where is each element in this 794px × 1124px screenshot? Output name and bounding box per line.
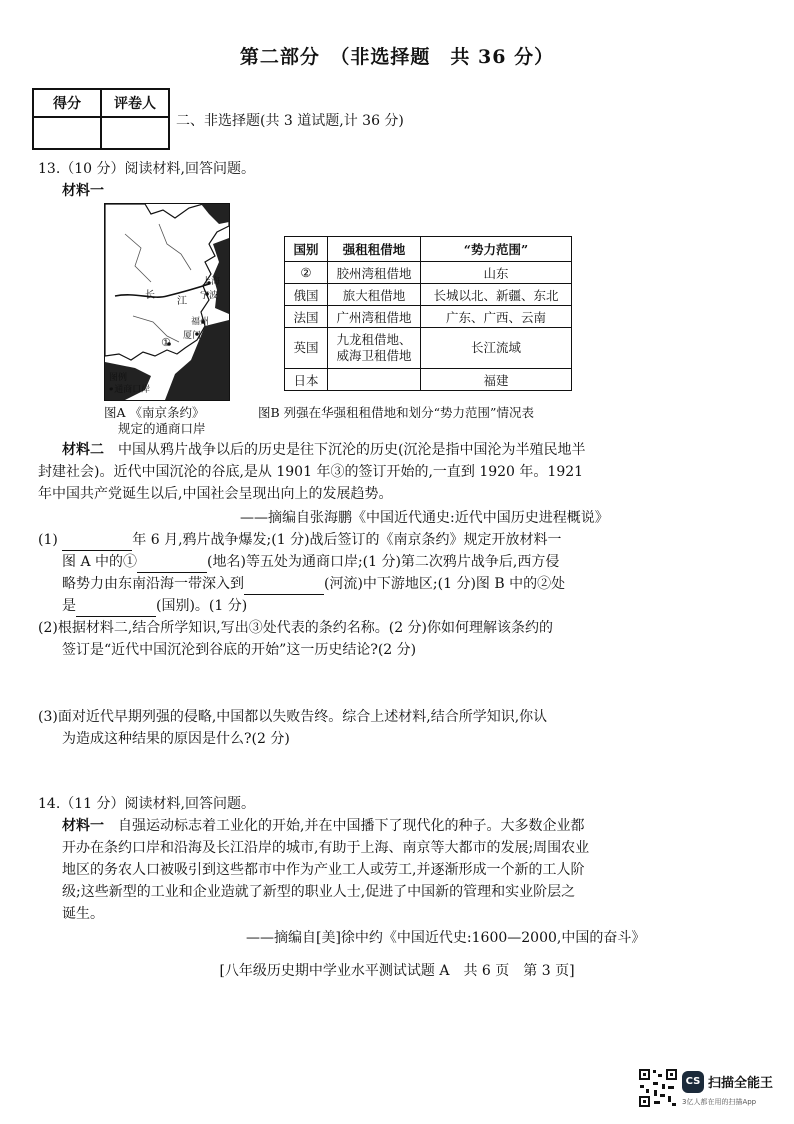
grader-header: 评卷人 — [101, 89, 169, 117]
table-cell: 日本 — [285, 369, 328, 391]
score-cell[interactable] — [33, 117, 101, 149]
q14-material1-line4: 级;这些新型的工业和企业造就了新型的职业人士,促进了中国新的管理和实业阶层之 — [62, 884, 576, 900]
map-label-jiang: 江 — [177, 296, 187, 307]
q13-sub1-line4 — [62, 595, 247, 617]
q14-material1-label: 材料一 — [62, 818, 104, 834]
fig-a-caption-1: 图A 《南京条约》 — [104, 405, 205, 420]
table-cell: 广东、广西、云南 — [421, 306, 572, 328]
q13-material2-line3: 年中国共产党诞生以后,中国社会呈现出向上的发展趋势。 — [38, 486, 393, 502]
camscanner-logo-icon: CS — [682, 1071, 704, 1093]
q13-sub1-text-3a: 略势力由东南沿海一带深入到 — [62, 576, 244, 592]
q13-sub1-text-4b: (国别)。(1 分) — [156, 598, 248, 614]
page-footer: [八年级历史期中学业水平测试试题 A 共 6 页 第 3 页] — [219, 963, 575, 979]
map-label-chang: 长 — [145, 290, 155, 301]
table-cell: 九龙租借地、 威海卫租借地 — [328, 328, 421, 369]
q13-material2-line1 — [62, 439, 585, 461]
table-cell: 胶州湾租借地 — [328, 262, 421, 284]
q13-sub2-line1: (2)根据材料二,结合所学知识,写出③处代表的条约名称。(2 分)你如何理解该条约的 — [38, 620, 554, 636]
nanjing-treaty-map — [104, 203, 230, 401]
q13-sub1-line3 — [62, 573, 565, 595]
map-label-circle-1: ① — [161, 336, 171, 349]
fig-a-caption-2: 规定的通商口岸 — [118, 421, 206, 436]
part-label: 二、非选择题(共 3 道试题,计 36 分) — [176, 113, 404, 129]
q13-sub1-text-2b: (地名)等五处为通商口岸;(1 分)第二次鸦片战争后,西方侵 — [207, 554, 560, 570]
answer-blank-place[interactable] — [137, 556, 207, 573]
table-row — [285, 328, 572, 369]
table-row — [285, 306, 572, 328]
table-cell: 法国 — [285, 306, 328, 328]
map-label-shanghai: 上海 — [202, 277, 221, 287]
table-cell: 俄国 — [285, 284, 328, 306]
q14-material1-line3: 地区的务农人口被吸引到这些都市中作为产业工人或劳工,并逐渐形成一个新的工人阶 — [62, 862, 585, 878]
q14-material1-line2: 开办在条约口岸和沿海及长江沿岸的城市,有助于上海、南京等大都市的发展;周围农业 — [62, 840, 590, 856]
q13-sub1-text-4a: 是 — [62, 598, 76, 614]
score-header: 得分 — [33, 89, 101, 117]
table-row — [285, 369, 572, 391]
table-cell: 长江流域 — [421, 328, 572, 369]
table-cell: 长城以北、新疆、东北 — [421, 284, 572, 306]
q13-sub1-text-3b: (河流)中下游地区;(1 分)图 B 中的②处 — [324, 576, 566, 592]
map-legend-title: 图例 — [109, 373, 128, 383]
q14-material1-line1 — [62, 815, 584, 837]
q14-text-1: 自强运动标志着工业化的开始,并在中国播下了现代化的种子。大多数企业都 — [104, 818, 585, 834]
grader-cell[interactable] — [101, 117, 169, 149]
q13-heading: 13.（10 分）阅读材料,回答问题。 — [38, 161, 255, 177]
th-sphere: “势力范围” — [421, 237, 572, 262]
map-legend-port: •通商口岸 — [109, 385, 151, 395]
map-label-xiamen: 厦门 — [183, 331, 202, 341]
q13-sub1-line2 — [62, 551, 559, 573]
table-cell: ② — [285, 262, 328, 284]
answer-blank-river[interactable] — [244, 578, 324, 595]
q13-sub1-text-2a: 图 A 中的① — [62, 554, 138, 570]
table-cell — [328, 369, 421, 391]
th-leased: 强租租借地 — [328, 237, 421, 262]
q13-sub1-text-1: 年 6 月,鸦片战争爆发;(1 分)战后签订的《南京条约》规定开放材料一 — [132, 532, 562, 548]
score-table — [32, 88, 170, 150]
table-cell: 福建 — [421, 369, 572, 391]
q14-source: ——摘编自[美]徐中约《中国近代史:1600—2000,中国的奋斗》 — [246, 930, 646, 946]
q13-sub3-line1: (3)面对近代早期列强的侵略,中国都以失败告终。综合上述材料,结合所学知识,你认 — [38, 709, 548, 725]
map-label-ningbo: 宁波 — [200, 291, 219, 301]
q13-sub2-line2: 签订是“近代中国沉沦到谷底的开始”这一历史结论?(2 分) — [62, 642, 417, 658]
scanner-app-tagline: 3亿人都在用的扫描App — [682, 1098, 757, 1106]
influence-table — [284, 236, 572, 391]
table-cell: 山东 — [421, 262, 572, 284]
q13-material2-line2: 封建社会)。近代中国沉沦的谷底,是从 1901 年③的签订开始的,一直到 1920 年。1921 — [38, 464, 584, 480]
q14-heading: 14.（11 分）阅读材料,回答问题。 — [38, 796, 255, 812]
q13-sub1-number: (1) — [38, 532, 58, 548]
answer-blank-year[interactable] — [62, 534, 132, 551]
section-title: 第二部分 （非选择题 共 36 分） — [239, 46, 555, 68]
table-cell: 英国 — [285, 328, 328, 369]
fig-b-caption: 图B 列强在华强租租借地和划分“势力范围”情况表 — [258, 405, 534, 420]
material2-text-1: 中国从鸦片战争以后的历史是往下沉沦的历史(沉沦是指中国沦为半殖民地半 — [104, 442, 586, 458]
map-label-fuzhou: 福州 — [191, 317, 210, 327]
qr-code-icon — [638, 1068, 678, 1108]
q13-sub3-line2: 为造成这种结果的原因是什么?(2 分) — [62, 731, 290, 747]
table-cell: 旅大租借地 — [328, 284, 421, 306]
table-row — [285, 262, 572, 284]
q13-material2-source: ——摘编自张海鹏《中国近代通史:近代中国历史进程概说》 — [240, 510, 609, 526]
q13-material1-label: 材料一 — [62, 183, 104, 199]
q13-sub1-line1 — [38, 529, 562, 551]
table-row — [285, 284, 572, 306]
table-cell: 广州湾租借地 — [328, 306, 421, 328]
q13-material2-label: 材料二 — [62, 442, 104, 458]
q14-material1-line5: 诞生。 — [62, 906, 104, 922]
scanner-app-name: 扫描全能王 — [708, 1076, 774, 1091]
th-country: 国别 — [285, 237, 328, 262]
answer-blank-country[interactable] — [76, 600, 156, 617]
